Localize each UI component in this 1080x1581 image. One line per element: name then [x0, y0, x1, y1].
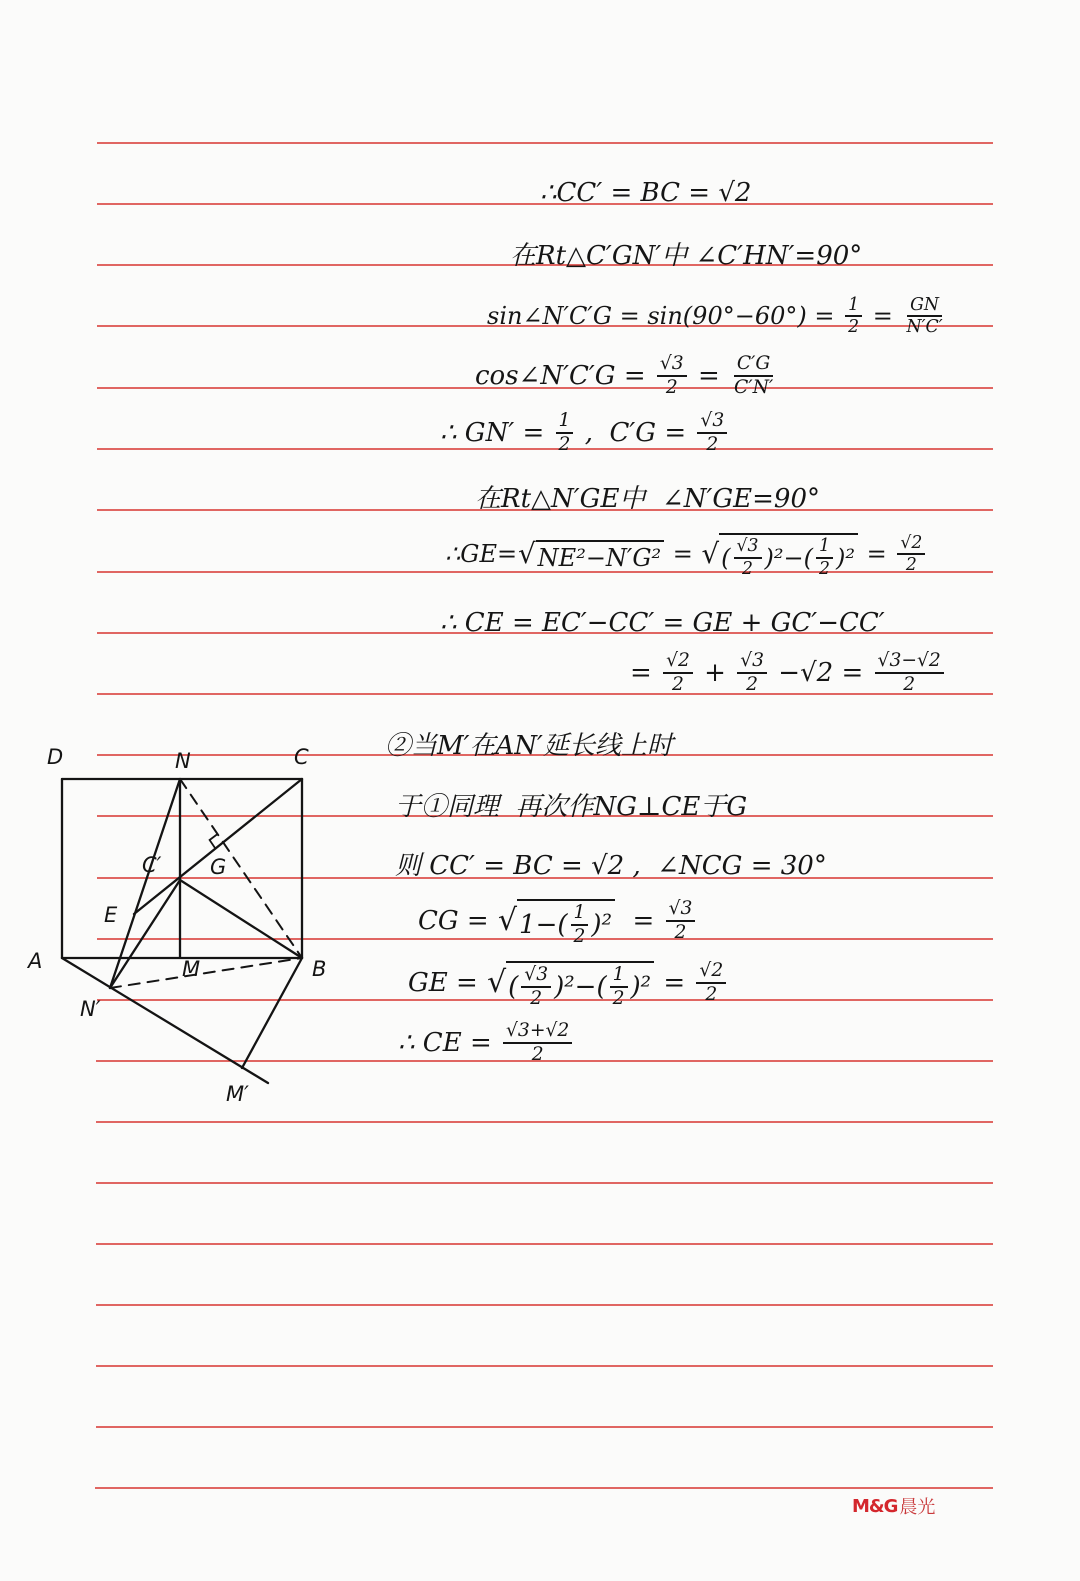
note-line-14 — [408, 954, 729, 1012]
radicand — [536, 540, 665, 572]
note-line-15 — [398, 1014, 575, 1072]
text-run: )² — [835, 543, 855, 572]
fraction-denominator: 2 — [672, 674, 684, 695]
label-C: C — [294, 745, 309, 769]
label-N: N — [175, 749, 191, 773]
fraction-numerator: √3 — [737, 651, 767, 674]
segment-B-M-prime — [242, 958, 302, 1068]
fraction-numerator: √3+√2 — [503, 1021, 572, 1044]
fraction-numerator: C′G — [734, 354, 774, 377]
text-run: = — [665, 540, 701, 568]
note-line-1 — [540, 164, 751, 222]
fraction — [571, 903, 589, 946]
fraction-denominator: 2 — [573, 925, 586, 947]
label-G: G — [210, 855, 227, 879]
label-M: M — [182, 957, 201, 981]
text-run: = — [865, 302, 901, 330]
text-run: NE²−N′G² — [537, 543, 662, 572]
fraction-numerator: 1 — [571, 903, 589, 926]
text-run: GE = — [408, 968, 487, 998]
dashed-segment-NB — [180, 779, 302, 958]
segment-NN-prime — [110, 779, 180, 988]
segment-C-prime-B — [180, 880, 302, 958]
radical — [498, 896, 615, 946]
fraction — [521, 965, 551, 1008]
fraction-denominator: 2 — [818, 558, 830, 579]
text-run: ( — [721, 543, 731, 572]
note-line-12 — [395, 834, 827, 892]
text-run: = — [858, 540, 895, 568]
text-run: ( — [508, 971, 519, 1002]
fraction-numerator: √3 — [657, 354, 687, 377]
note-line-5 — [440, 404, 730, 462]
dashed-segment-N-prime-B — [110, 958, 302, 988]
label-C-prime: C′ — [142, 853, 162, 877]
segment-N-prime-C-prime — [110, 880, 180, 988]
fraction-denominator: 2 — [665, 377, 678, 398]
fraction-denominator: 2 — [848, 317, 860, 337]
text-run: ∴GE= — [445, 540, 518, 568]
text-run: )²−( — [764, 543, 813, 572]
fraction-numerator: √3−√2 — [875, 651, 944, 674]
label-M-prime: M′ — [226, 1082, 249, 1106]
fraction — [737, 651, 767, 694]
fraction — [697, 411, 727, 454]
fraction-denominator: 2 — [674, 922, 687, 943]
radical — [702, 530, 858, 577]
fraction-denominator: 2 — [746, 674, 759, 695]
label-D: D — [47, 745, 64, 769]
text-run: sin∠N′C′G = sin(90°−60°) = — [487, 302, 843, 330]
text-run: , C′G = — [576, 418, 695, 448]
text-run: 1−( — [519, 909, 568, 940]
text-run: ∴ CE = — [398, 1028, 500, 1058]
text-run: = — [655, 968, 694, 998]
fraction-numerator: 1 — [845, 296, 862, 317]
fraction — [875, 651, 944, 694]
fraction — [657, 354, 687, 397]
text-run: ∴CC′ = BC = √2 — [540, 178, 752, 208]
fraction-denominator: 2 — [612, 987, 625, 1009]
label-N-prime: N′ — [80, 997, 101, 1021]
fraction-numerator: √3 — [666, 899, 696, 922]
note-line-11 — [395, 775, 747, 833]
label-E: E — [104, 903, 118, 927]
fraction — [816, 537, 833, 577]
radicand — [719, 533, 858, 577]
label-B: B — [312, 957, 327, 981]
radical-sign-icon: √ — [497, 903, 518, 939]
text-run: = — [630, 658, 661, 688]
fraction — [556, 411, 574, 454]
fraction-denominator: N′C′ — [906, 317, 943, 337]
note-line-7 — [445, 525, 928, 583]
text-run: + — [695, 658, 735, 688]
fraction-denominator: C′N′ — [734, 377, 774, 398]
text-run: = — [616, 906, 663, 936]
fraction — [696, 961, 726, 1004]
fraction — [663, 651, 693, 694]
radical — [487, 958, 654, 1008]
label-A: A — [28, 949, 43, 973]
note-line-6 — [475, 467, 820, 525]
brand-logo-chinese: 晨光 — [899, 1497, 936, 1518]
radical-sign-icon: √ — [701, 537, 720, 571]
note-line-3 — [487, 287, 949, 345]
text-run: cos∠N′C′G = — [475, 361, 654, 391]
text-run: )² — [591, 909, 612, 940]
text-run: = — [689, 361, 729, 391]
brand-logo — [852, 1494, 935, 1518]
fraction-numerator: √3 — [697, 411, 727, 434]
fraction — [903, 296, 945, 336]
text-run: 则 CC′ = BC = √2 , ∠NCG = 30° — [395, 850, 827, 881]
radical-sign-icon: √ — [487, 965, 507, 1001]
fraction — [666, 899, 696, 942]
note-line-10 — [385, 714, 673, 772]
segment-CE — [134, 779, 302, 914]
text-run: )² — [630, 971, 652, 1002]
fraction-numerator: 1 — [816, 537, 833, 558]
fraction-numerator: √2 — [696, 961, 726, 984]
radical — [518, 537, 664, 572]
fraction-denominator: 2 — [742, 558, 754, 579]
fraction-numerator: 1 — [556, 411, 574, 434]
fraction-denominator: 2 — [706, 434, 719, 455]
fraction — [610, 965, 628, 1008]
note-line-9 — [630, 644, 947, 702]
fraction-numerator: √2 — [897, 534, 925, 555]
text-run: 于①同理 再次作NG⊥CE于G — [395, 791, 748, 822]
brand-logo-latin: M&G — [852, 1495, 898, 1517]
text-run: 在Rt△N′GE中 ∠N′GE=90° — [475, 483, 821, 514]
fraction — [845, 296, 862, 336]
fraction-numerator: √2 — [663, 651, 693, 674]
fraction-denominator: 2 — [558, 434, 571, 455]
fraction-denominator: 2 — [905, 555, 917, 575]
fraction — [503, 1021, 572, 1064]
fraction-denominator: 2 — [705, 984, 718, 1005]
radicand — [517, 899, 615, 946]
fraction — [731, 354, 776, 397]
fraction-numerator: √3 — [521, 965, 551, 988]
fraction-denominator: 2 — [531, 1044, 544, 1065]
fraction-denominator: 2 — [530, 987, 543, 1009]
text-run: −√2 = — [770, 658, 872, 688]
right-angle-mark-icon — [210, 834, 218, 848]
note-line-2 — [510, 224, 862, 282]
fraction-numerator: GN — [907, 296, 942, 317]
fraction-numerator: 1 — [610, 965, 628, 988]
text-run: 在Rt△C′GN′中 ∠C′HN′=90° — [510, 240, 863, 271]
text-run: ②当M′在AN′延长线上时 — [385, 730, 673, 761]
text-run: ∴ CE = EC′−CC′ = GE + GC′−CC′ — [440, 608, 885, 638]
text-run: ∴ GN′ = — [440, 418, 553, 448]
note-line-4 — [475, 347, 779, 405]
fraction — [897, 534, 925, 574]
fraction-denominator: 2 — [903, 674, 916, 695]
radical-sign-icon: √ — [518, 537, 536, 571]
radicand — [506, 961, 654, 1008]
text-run: CG = — [418, 906, 497, 936]
fraction-numerator: √3 — [734, 537, 762, 558]
text-run: )²−( — [554, 971, 607, 1002]
note-line-13 — [418, 892, 698, 950]
fraction — [734, 537, 762, 577]
